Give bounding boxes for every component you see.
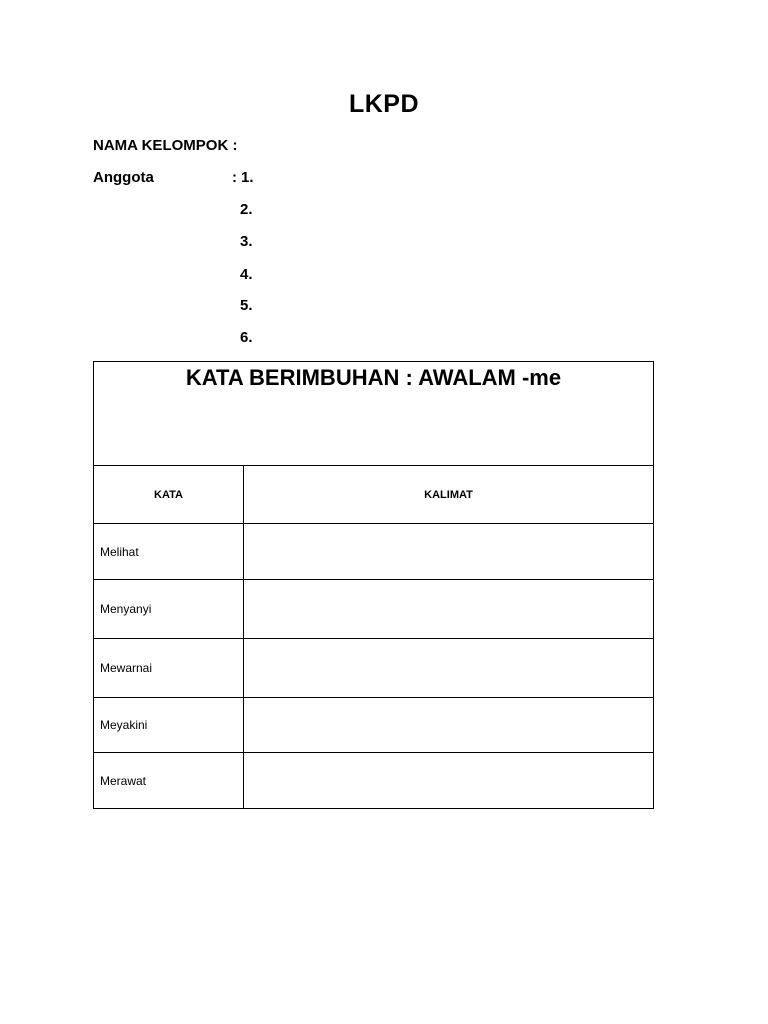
table-header-row [94,466,654,524]
word-cell: Menyanyi [94,580,244,639]
worksheet-table [93,361,654,809]
sentence-cell[interactable] [244,639,654,698]
table-title-cell [94,362,654,466]
column-header-kata: KATA [94,466,244,524]
group-name-label: NAMA KELOMPOK : [93,137,238,154]
sentence-cell[interactable] [244,753,654,809]
member-number: 1. [241,169,254,186]
word-cell: Meyakini [94,698,244,753]
members-label: Anggota [93,169,154,186]
sentence-cell[interactable] [244,524,654,580]
member-number: 6. [240,329,253,346]
word-cell: Mewarnai [94,639,244,698]
member-number: 2. [240,201,253,218]
member-number: 3. [240,233,253,250]
member-number: 5. [240,297,253,314]
table-title-row [94,362,654,466]
word-cell: Melihat [94,524,244,580]
column-header-kalimat: KALIMAT [244,466,654,524]
table-row [94,753,654,809]
table-row [94,639,654,698]
page-title: LKPD [348,90,420,118]
member-number: 4. [240,266,253,283]
sentence-cell[interactable] [244,698,654,753]
table-row [94,524,654,580]
worksheet-title: KATA BERIMBUHAN : AWALAM -me [185,365,562,390]
table-row [94,698,654,753]
sentence-cell[interactable] [244,580,654,639]
word-cell: Merawat [94,753,244,809]
members-colon: : [232,169,237,186]
table-row [94,580,654,639]
